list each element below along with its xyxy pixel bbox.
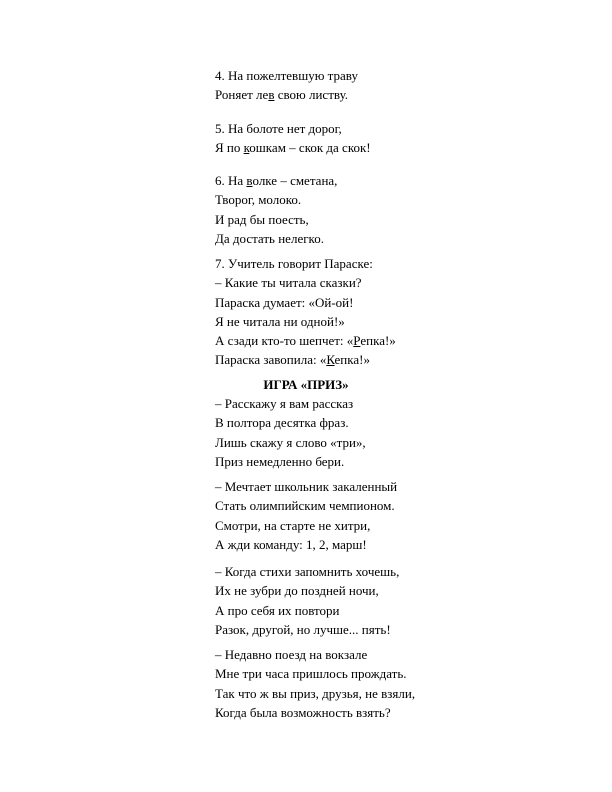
verse-line: – Мечтает школьник закаленный bbox=[215, 479, 398, 494]
verse-line: Да достать нелегко. bbox=[215, 230, 324, 246]
verse-line: 5. На болоте нет дорог, bbox=[215, 121, 342, 136]
verse-line: А сзади кто-то шепчет: «Репка!» bbox=[215, 333, 396, 349]
verse-line: Роняет лев свою листву. bbox=[215, 87, 349, 103]
poem-7 bbox=[215, 254, 396, 370]
game-verse-4 bbox=[215, 645, 415, 722]
verse-line: Приз немедленно бери. bbox=[215, 453, 345, 469]
verse-line: Когда была возможность взять? bbox=[215, 704, 391, 720]
verse-line: Параска думает: «Ой-ой! bbox=[215, 294, 354, 310]
verse-line: Я по кошкам – скок да скок! bbox=[215, 140, 371, 156]
verse-line: В полтора десятка фраз. bbox=[215, 415, 349, 431]
verse-line: Их не зубри до поздней ночи, bbox=[215, 583, 379, 599]
verse-line: – Какие ты читала сказки? bbox=[215, 275, 362, 291]
verse-line: Смотри, на старте не хитри, bbox=[215, 517, 371, 533]
underlined-letter: в bbox=[268, 87, 275, 103]
verse-line: – Когда стихи запомнить хочешь, bbox=[215, 564, 400, 579]
verse-line: – Расскажу я вам рассказ bbox=[215, 396, 354, 411]
underlined-letter: к bbox=[243, 140, 250, 156]
poem-5 bbox=[215, 119, 371, 158]
verse-line: Я не читала ни одной!» bbox=[215, 313, 345, 329]
verse-line: – Недавно поезд на вокзале bbox=[215, 647, 368, 662]
verse-line: 7. Учитель говорит Параске: bbox=[215, 256, 373, 271]
verse-line: А жди команду: 1, 2, марш! bbox=[215, 536, 367, 552]
verse-line: А про себя их повтори bbox=[215, 602, 340, 618]
verse-line: Творог, молоко. bbox=[215, 192, 302, 208]
game-verse-3 bbox=[215, 562, 399, 639]
verse-line: Так что ж вы приз, друзья, не взяли, bbox=[215, 685, 416, 701]
verse-line: Параска завопила: «Кепка!» bbox=[215, 352, 370, 368]
poem-4 bbox=[215, 66, 358, 105]
game-verse-2 bbox=[215, 477, 397, 554]
underlined-letter: Р bbox=[353, 333, 361, 349]
game-title: ИГРА «ПРИЗ» bbox=[263, 377, 349, 392]
underlined-letter: в bbox=[246, 173, 253, 188]
verse-line: Мне три часа пришлось прождать. bbox=[215, 666, 407, 682]
poem-6 bbox=[215, 171, 337, 248]
verse-line: 6. На волке – сметана, bbox=[215, 173, 338, 188]
verse-line: Разок, другой, но лучше... пять! bbox=[215, 621, 391, 637]
verse-line: Лишь скажу я слово «три», bbox=[215, 434, 366, 450]
game-verse-1 bbox=[215, 394, 366, 471]
verse-line: И рад бы поесть, bbox=[215, 211, 309, 227]
verse-line: Стать олимпийским чемпионом. bbox=[215, 498, 395, 514]
verse-line: 4. На пожелтевшую траву bbox=[215, 68, 358, 83]
underlined-letter: К bbox=[326, 352, 335, 368]
